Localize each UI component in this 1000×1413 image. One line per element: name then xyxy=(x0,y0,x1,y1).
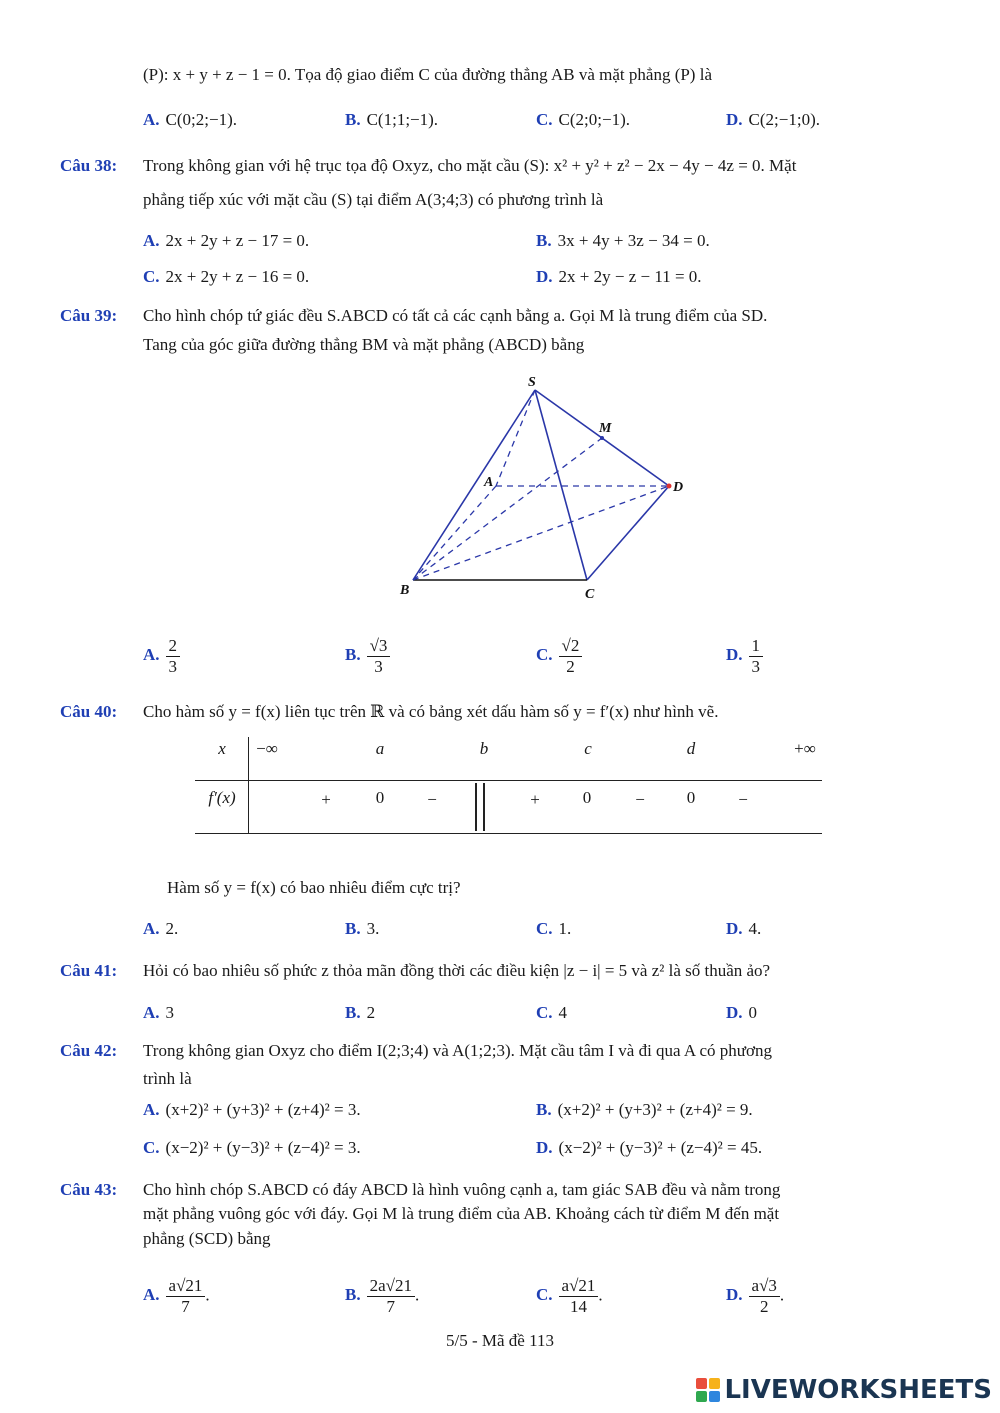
table-sign: − xyxy=(635,790,645,809)
option-label: A. xyxy=(143,1100,160,1119)
q39-label: Câu 39: xyxy=(60,306,118,325)
liveworksheets-logo xyxy=(696,1375,992,1405)
option-text: C(0;2;−1). xyxy=(165,110,237,129)
q38-label: Câu 38: xyxy=(60,156,118,175)
q39-line1: Cho hình chóp tứ giác đều S.ABCD có tất cả các cạnh bằng a. Gọi M là trung điểm của SD. xyxy=(143,306,768,325)
option-label: B. xyxy=(536,1100,552,1119)
table-x-header: x xyxy=(218,739,226,758)
option-label: D. xyxy=(726,919,743,938)
label-c: C xyxy=(585,587,595,602)
label-s: S xyxy=(528,375,536,390)
q42-option-b[interactable] xyxy=(536,1099,753,1121)
q38-line2: phẳng tiếp xúc với mặt cầu (S) tại điểm A(3;4;3) có phương trình là xyxy=(143,190,604,209)
option-text: 2x + 2y + z − 17 = 0. xyxy=(165,231,310,250)
option-label: A. xyxy=(143,919,160,938)
option-text: 2x + 2y − z − 11 = 0. xyxy=(558,267,702,286)
table-divider xyxy=(248,737,249,833)
option-text: 3x + 4y + 3z − 34 = 0. xyxy=(557,231,710,250)
option-text: 1. xyxy=(558,919,572,938)
q42-line1: Trong không gian Oxyz cho điểm I(2;3;4) và A(1;2;3). Mặt cầu tâm I và đi qua A có phương xyxy=(143,1041,772,1060)
option-label: B. xyxy=(345,919,361,938)
table-sign: + xyxy=(321,790,331,809)
table-pos-inf: +∞ xyxy=(794,739,816,758)
option-label: C. xyxy=(536,645,553,665)
table-rule xyxy=(195,780,822,781)
pyramid-figure xyxy=(380,370,720,605)
edge-sa xyxy=(496,390,535,486)
table-point-a: a xyxy=(375,739,385,758)
q41-line1: Hỏi có bao nhiêu số phức z thỏa mãn đồng thời các điều kiện |z − i| = 5 và z² là số thuần ảo? xyxy=(143,961,771,980)
label-m: M xyxy=(599,421,612,436)
option-text: C(1;1;−1). xyxy=(366,110,439,129)
option-text: (x−2)² + (y−3)² + (z−4)² = 3. xyxy=(165,1138,361,1157)
q41-option-b[interactable] xyxy=(345,1002,375,1024)
q38-line1: Trong không gian với hệ trục tọa độ Oxyz, cho mặt cầu (S): x² + y² + z² − 2x − 4y − 4z = 0. Mặt xyxy=(143,156,797,175)
q39-option-d[interactable] xyxy=(726,636,763,677)
table-point-d: d xyxy=(686,739,696,758)
fraction: $\frac{1}{3}$ xyxy=(749,636,764,677)
q38-option-d[interactable] xyxy=(536,266,702,288)
option-label: D. xyxy=(726,110,743,129)
q39-option-b[interactable] xyxy=(345,636,390,677)
option-label: C. xyxy=(143,267,160,286)
segment-bd xyxy=(413,486,669,580)
table-zero: 0 xyxy=(582,788,592,807)
table-point-b: b xyxy=(479,739,489,758)
option-text: 0 xyxy=(748,1003,758,1022)
option-label: D. xyxy=(536,267,553,286)
edge-ab xyxy=(413,486,496,580)
q40-option-c[interactable] xyxy=(536,918,571,940)
option-text: 2. xyxy=(165,919,179,938)
q42-label: Câu 42: xyxy=(60,1041,118,1060)
option-text: 3. xyxy=(366,919,380,938)
option-label: C. xyxy=(143,1138,160,1157)
q40-question: Hàm số y = f(x) có bao nhiêu điểm cực trị? xyxy=(167,878,461,897)
option-text: (x+2)² + (y+3)² + (z+4)² = 9. xyxy=(557,1100,753,1119)
option-label: D. xyxy=(726,1285,743,1305)
table-zero: 0 xyxy=(375,788,385,807)
fraction: $\frac{√3}{3}$ xyxy=(367,636,391,677)
q43-option-a[interactable] xyxy=(143,1276,210,1317)
label-b: B xyxy=(400,583,410,598)
fraction: $\frac{√2}{2}$ xyxy=(559,636,583,677)
table-point-c: c xyxy=(584,739,592,758)
logo-blocks-icon xyxy=(696,1378,720,1402)
q40-label: Câu 40: xyxy=(60,702,118,721)
option-label: A. xyxy=(143,231,160,250)
q38-option-a[interactable] xyxy=(143,230,309,252)
q43-option-c[interactable] xyxy=(536,1276,603,1317)
q40-option-a[interactable] xyxy=(143,918,178,940)
segment-bm xyxy=(413,438,602,580)
q41-label: Câu 41: xyxy=(60,961,118,980)
option-label: B. xyxy=(345,645,361,665)
option-label: A. xyxy=(143,1003,160,1022)
q41-option-c[interactable] xyxy=(536,1002,567,1024)
option-label: D. xyxy=(726,1003,743,1022)
q42-option-a[interactable] xyxy=(143,1099,361,1121)
q43-label: Câu 43: xyxy=(60,1180,118,1199)
q42-option-c[interactable] xyxy=(143,1137,361,1159)
q41-option-d[interactable] xyxy=(726,1002,757,1024)
table-rule xyxy=(195,833,822,834)
q42-line2: trình là xyxy=(143,1069,192,1088)
q43-line2: mặt phẳng vuông góc với đáy. Gọi M là trung điểm của AB. Khoảng cách từ điểm M đến mặt xyxy=(143,1204,780,1223)
q39-option-a[interactable] xyxy=(143,636,180,677)
label-a: A xyxy=(484,475,494,490)
q43-line1: Cho hình chóp S.ABCD có đáy ABCD là hình vuông cạnh a, tam giác SAB đều và nằm trong xyxy=(143,1180,781,1199)
brand-name: LIVEWORKSHEETS xyxy=(724,1375,992,1405)
option-label: C. xyxy=(536,919,553,938)
option-label: D. xyxy=(726,645,743,665)
table-fprime-header: f′(x) xyxy=(208,788,236,807)
option-tail: . xyxy=(205,1285,210,1305)
q37-option-b[interactable] xyxy=(345,109,438,131)
option-tail: . xyxy=(779,1285,785,1305)
q40-option-b[interactable] xyxy=(345,918,379,940)
fraction: $\frac{a√21}{7}$ xyxy=(166,1276,206,1317)
option-tail: . xyxy=(414,1285,420,1305)
point-m-dot xyxy=(600,436,604,440)
q38-option-b[interactable] xyxy=(536,230,710,252)
q38-option-c[interactable] xyxy=(143,266,309,288)
option-text: 4 xyxy=(558,1003,568,1022)
option-label: B. xyxy=(536,231,552,250)
option-text: (x−2)² + (y−3)² + (z−4)² = 45. xyxy=(558,1138,763,1157)
fraction: $\frac{a√3}{2}$ xyxy=(749,1276,780,1317)
q42-option-d[interactable] xyxy=(536,1137,762,1159)
q43-line3: phẳng (SCD) bằng xyxy=(143,1229,271,1248)
option-label: D. xyxy=(536,1138,553,1157)
option-label: B. xyxy=(345,1285,361,1305)
edge-sb xyxy=(413,390,535,580)
q37-stem: (P): x + y + z − 1 = 0. Tọa độ giao điểm C của đường thẳng AB và mặt phẳng (P) là xyxy=(143,65,712,84)
table-zero: 0 xyxy=(686,788,696,807)
option-tail: . xyxy=(598,1285,603,1305)
table-neg-inf: −∞ xyxy=(256,739,278,758)
table-undefined-bar xyxy=(483,783,485,831)
option-text: 3 xyxy=(165,1003,175,1022)
q37-option-d[interactable] xyxy=(726,109,820,131)
option-label: C. xyxy=(536,1285,553,1305)
option-label: B. xyxy=(345,110,361,129)
q40-option-d[interactable] xyxy=(726,918,761,940)
option-text: C(2;−1;0). xyxy=(748,110,820,129)
fraction: $\frac{2a√21}{7}$ xyxy=(367,1276,415,1317)
option-text: 4. xyxy=(748,919,762,938)
edge-dc xyxy=(587,486,669,580)
option-label: B. xyxy=(345,1003,361,1022)
option-text: C(2;0;−1). xyxy=(558,110,630,129)
fraction: $\frac{a√21}{14}$ xyxy=(559,1276,599,1317)
option-label: C. xyxy=(536,1003,553,1022)
option-text: 2x + 2y + z − 16 = 0. xyxy=(165,267,310,286)
q43-option-d[interactable] xyxy=(726,1276,784,1317)
q39-line2: Tang của góc giữa đường thẳng BM và mặt phẳng (ABCD) bằng xyxy=(143,335,585,354)
option-label: A. xyxy=(143,110,160,129)
q41-option-a[interactable] xyxy=(143,1002,174,1024)
q40-line1: Cho hàm số y = f(x) liên tục trên ℝ và có bảng xét dấu hàm số y = f′(x) như hình vẽ. xyxy=(143,702,719,721)
fraction: $\frac{2}{3}$ xyxy=(166,636,181,677)
q37-option-a[interactable] xyxy=(143,109,237,131)
option-label: A. xyxy=(143,1285,160,1305)
q43-option-b[interactable] xyxy=(345,1276,419,1317)
option-text: (x+2)² + (y+3)² + (z+4)² = 3. xyxy=(165,1100,361,1119)
option-label: A. xyxy=(143,645,160,665)
q37-option-c[interactable] xyxy=(536,109,630,131)
page-footer: 5/5 - Mã đề 113 xyxy=(446,1331,554,1350)
table-sign: − xyxy=(427,790,437,809)
table-sign: − xyxy=(738,790,748,809)
option-text: 2 xyxy=(366,1003,376,1022)
q39-option-c[interactable] xyxy=(536,636,582,677)
option-label: C. xyxy=(536,110,553,129)
table-undefined-bar xyxy=(475,783,477,831)
table-sign: + xyxy=(530,790,540,809)
label-d: D xyxy=(673,480,684,495)
point-d-dot xyxy=(667,484,672,489)
edge-sc xyxy=(535,390,587,580)
